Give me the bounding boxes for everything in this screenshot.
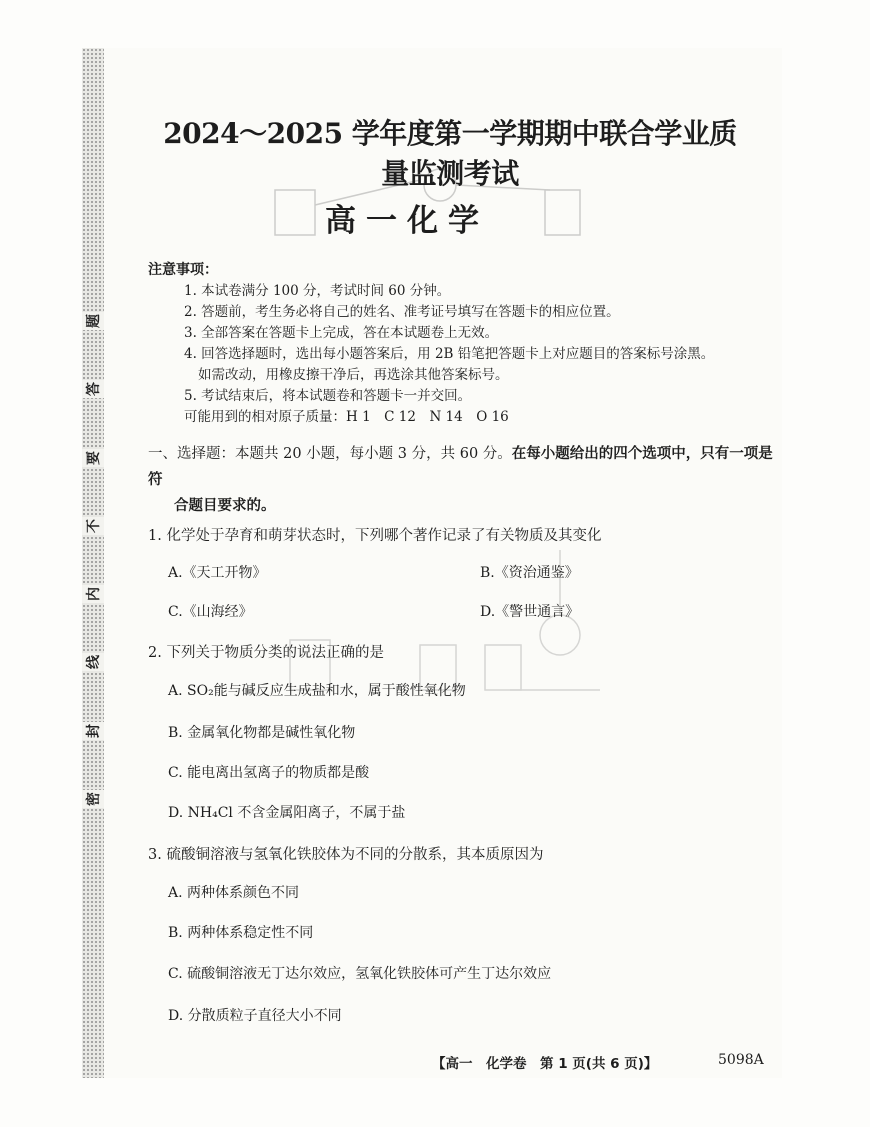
- question-1-option-c: C.《山海经》: [168, 604, 253, 620]
- binding-char: 内: [82, 585, 104, 603]
- section-heading: [148, 441, 778, 519]
- question-2-option-a: A. SO₂能与碱反应生成盐和水，属于酸性氧化物: [168, 683, 466, 699]
- binding-char: 封: [82, 722, 104, 740]
- binding-char: 不: [82, 517, 104, 535]
- notice-item: 4. 回答选择题时，选出每小题答案后，用 2B 铅笔把答题卡上对应题目的答案标号涂黑。: [184, 346, 715, 362]
- question-1-option-b: B.《资治通鉴》: [480, 565, 579, 581]
- notice-heading: 注意事项：: [148, 262, 218, 278]
- question-3-option-c: C. 硫酸铜溶液无丁达尔效应，氢氧化铁胶体可产生丁达尔效应: [168, 966, 552, 982]
- paper-code: 5098A: [718, 1052, 764, 1068]
- binding-warning: [82, 310, 104, 810]
- notice-item: 可能用到的相对原子质量：H 1 C 12 N 14 O 16: [184, 409, 509, 425]
- notice-item: 1. 本试卷满分 100 分，考试时间 60 分钟。: [184, 283, 451, 299]
- notice-list: [184, 281, 714, 428]
- section-prefix: 一、选择题：本题共 20 小题，每小题 3 分，共 60 分。: [148, 446, 512, 462]
- question-3-option-b: B. 两种体系稳定性不同: [168, 925, 314, 941]
- section-instruction: 在每小题给出的四个选项中，只有一项是符: [148, 446, 773, 488]
- subject-title: 高一化学: [325, 203, 489, 239]
- question-3-stem: 3. 硫酸铜溶液与氢氧化铁胶体为不同的分散系，其本质原因为: [148, 847, 544, 863]
- notice-item: 如需改动，用橡皮擦干净后，再选涂其他答案标号。: [198, 367, 509, 383]
- question-3-option-a: A. 两种体系颜色不同: [168, 885, 300, 901]
- question-2-option-c: C. 能电离出氢离子的物质都是酸: [168, 765, 370, 781]
- notice-item: 5. 考试结束后，将本试题卷和答题卡一并交回。: [184, 388, 472, 404]
- question-2-option-b: B. 金属氧化物都是碱性氧化物: [168, 725, 356, 741]
- notice-item: 2. 答题前，考生务必将自己的姓名、准考证号填写在答题卡的相应位置。: [184, 304, 620, 320]
- question-1-option-d: D.《警世通言》: [480, 604, 580, 620]
- question-1-stem: 1. 化学处于孕育和萌芽状态时，下列哪个著作记录了有关物质及其变化: [148, 528, 602, 544]
- exam-title: 2024～2025 学年度第一学期期中联合学业质量监测考试: [163, 117, 737, 190]
- section-instruction-2: 合题目要求的。: [174, 498, 276, 514]
- binding-char: 题: [82, 312, 104, 330]
- question-1-option-a: A.《天工开物》: [168, 565, 267, 581]
- binding-char: 密: [82, 790, 104, 808]
- binding-char: 要: [82, 449, 104, 467]
- binding-char: 答: [82, 380, 104, 398]
- question-2-stem: 2. 下列关于物质分类的说法正确的是: [148, 645, 384, 661]
- binding-char: 线: [82, 653, 104, 671]
- page-footer: 【高一 化学卷 第 1 页(共 6 页)】: [432, 1056, 658, 1072]
- notice-item: 3. 全部答案在答题卡上完成，答在本试题卷上无效。: [184, 325, 499, 341]
- question-2-option-d: D. NH₄Cl 不含金属阳离子，不属于盐: [168, 805, 406, 821]
- question-3-option-d: D. 分散质粒子直径大小不同: [168, 1008, 342, 1024]
